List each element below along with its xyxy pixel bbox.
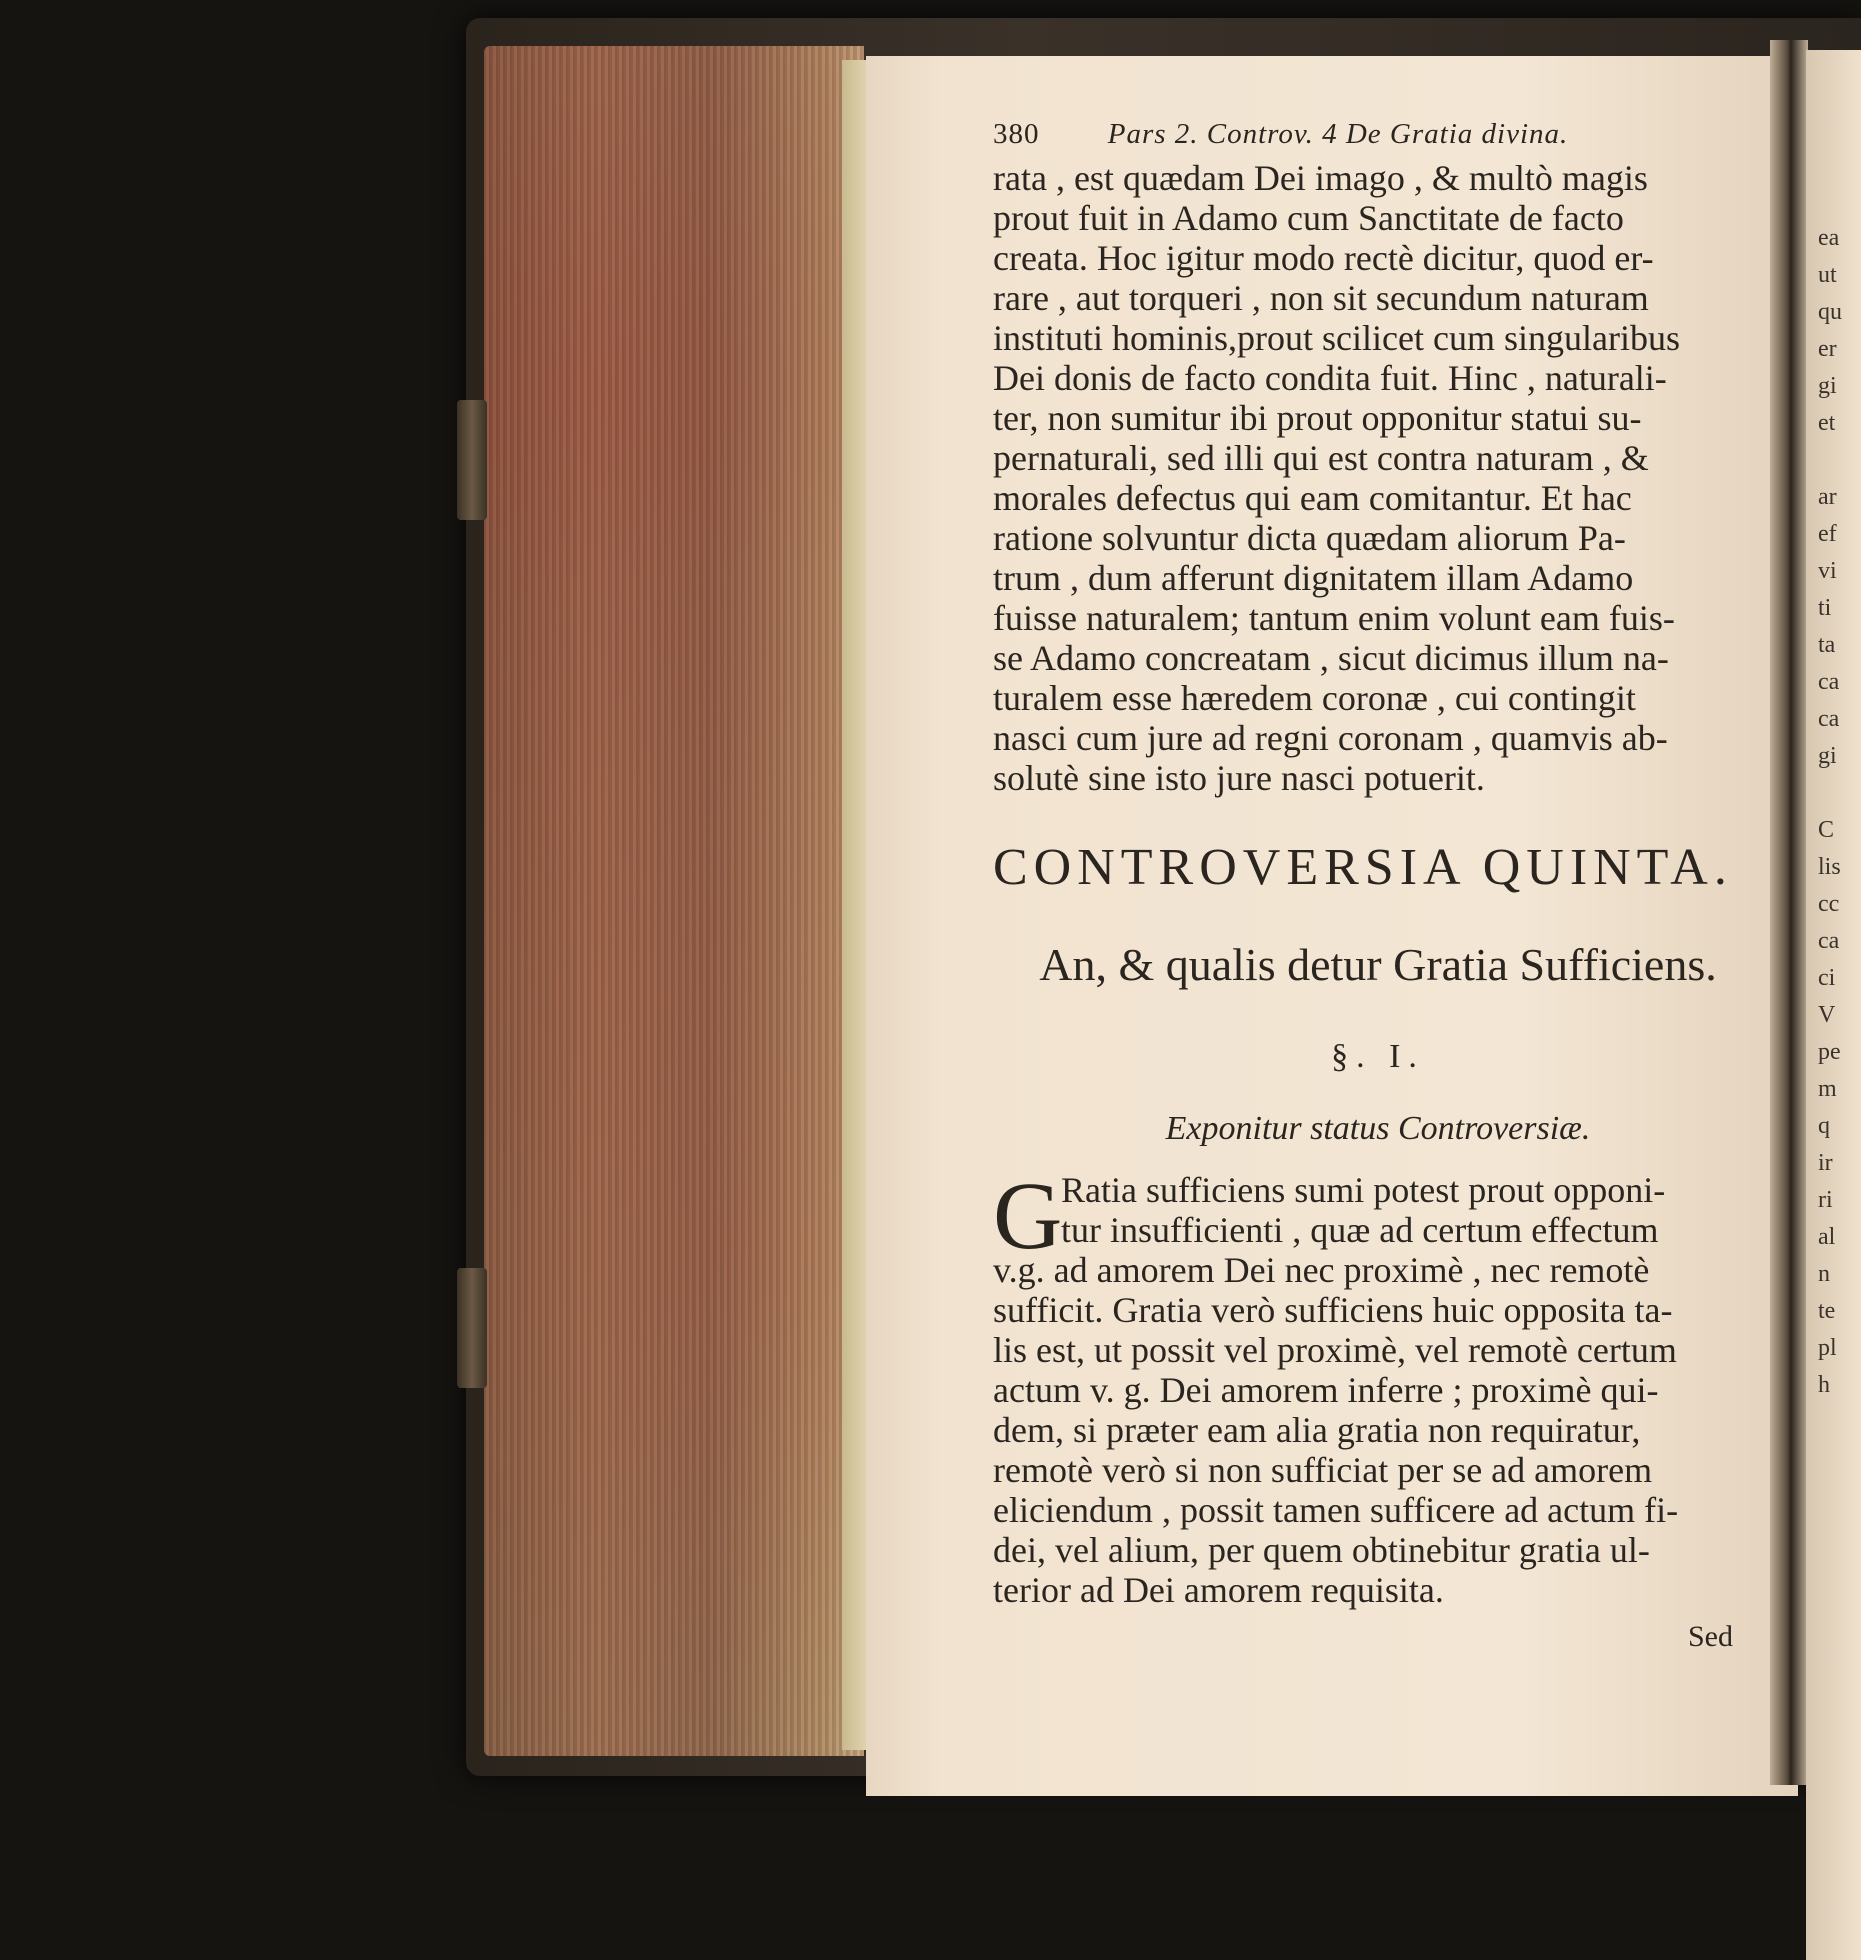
controversy-subtitle: An, & qualis detur Gratia Sufficiens. <box>1039 939 1717 990</box>
text-line: rata , est quædam Dei imago , & multò magis <box>993 158 1648 198</box>
book-gutter <box>1770 40 1808 1785</box>
fragment-line: m <box>1818 1076 1837 1102</box>
fragment-line: vi <box>1818 558 1837 584</box>
text-line: prout fuit in Adamo cum Sanctitate de facto <box>993 198 1624 238</box>
text-line: dem, si præter eam alia gratia non requiratur, <box>993 1410 1641 1450</box>
clasp-hinge-lower <box>457 1268 487 1388</box>
fragment-line: qu <box>1818 299 1842 325</box>
fragment-line: cc <box>1818 891 1840 917</box>
fragment-line <box>1806 775 1861 812</box>
fragment-line: h <box>1818 1372 1830 1398</box>
text-line: Dei donis de facto condita fuit. Hinc , naturali- <box>993 358 1667 398</box>
text-line: solutè sine isto jure nasci potuerit. <box>993 758 1485 798</box>
text-line: fuisse naturalem; tantum enim volunt eam fuis- <box>993 598 1675 638</box>
drop-cap: G <box>993 1162 1063 1269</box>
text-line: sufficit. Gratia verò sufficiens huic opposita ta- <box>993 1290 1673 1330</box>
page-block-edge <box>484 46 864 1756</box>
opening-paragraph <box>993 1162 1763 1610</box>
fragment-line: ca <box>1818 706 1840 732</box>
text-line: instituti hominis,prout scilicet cum singularibus <box>993 318 1680 358</box>
fragment-line: V <box>1818 1002 1836 1028</box>
page-text <box>993 118 1763 1654</box>
catchword: Sed <box>1688 1620 1733 1653</box>
text-line: creata. Hoc igitur modo rectè dicitur, quod er- <box>993 238 1654 278</box>
fragment-line: ca <box>1818 669 1840 695</box>
fragment-line: ut <box>1818 262 1837 288</box>
text-line: ter, non sumitur ibi prout opponitur statui su- <box>993 398 1642 438</box>
text-line: actum v. g. Dei amorem inferre ; proximè qui- <box>993 1370 1659 1410</box>
fragment-line: gi <box>1818 373 1837 399</box>
text-line: terior ad Dei amorem requisita. <box>993 1570 1444 1610</box>
section-title: Exponitur status Controversiæ. <box>1165 1110 1591 1147</box>
running-head <box>993 118 1763 158</box>
clasp-hinge-upper <box>457 400 487 520</box>
fragment-line: lis <box>1818 854 1841 880</box>
text-line: lis est, ut possit vel proximè, vel remotè certum <box>993 1330 1677 1370</box>
fragment-line: ea <box>1818 225 1840 251</box>
text-line: turalem esse hæredem coronæ , cui contingit <box>993 678 1636 718</box>
right-page-fragment <box>1806 50 1861 1960</box>
text-line: eliciendum , possit tamen sufficere ad actum fi- <box>993 1490 1679 1530</box>
fragment-line: ri <box>1818 1187 1833 1213</box>
section-mark: §. I. <box>1331 1038 1425 1075</box>
fragment-line: ca <box>1818 928 1840 954</box>
fragment-line: pl <box>1818 1335 1837 1361</box>
text-line: dei, vel alium, per quem obtinebitur gratia ul- <box>993 1530 1650 1570</box>
text-line: remotè verò si non sufficiat per se ad amorem <box>993 1450 1653 1490</box>
fragment-line: ti <box>1818 595 1832 621</box>
fragment-line: pe <box>1818 1039 1841 1065</box>
text-line: se Adamo concreatam , sicut dicimus illum na- <box>993 638 1669 678</box>
fragment-line: er <box>1818 336 1837 362</box>
running-head-title: Pars 2. Controv. 4 De Gratia divina. <box>1107 118 1569 150</box>
controversy-title: CONTROVERSIA QUINTA. <box>993 839 1733 896</box>
fragment-line: te <box>1818 1298 1836 1324</box>
fragment-line: ci <box>1818 965 1836 991</box>
fragment-line: al <box>1818 1224 1836 1250</box>
fragment-line: ef <box>1818 521 1837 547</box>
text-line: ratione solvuntur dicta quædam aliorum Pa- <box>993 518 1626 558</box>
fragment-line <box>1806 442 1861 479</box>
text-line: v.g. ad amorem Dei nec proximè , nec remotè <box>993 1250 1650 1290</box>
text-line: pernaturali, sed illi qui est contra naturam , & <box>993 438 1649 478</box>
text-line: trum , dum afferunt dignitatem illam Adamo <box>993 558 1634 598</box>
text-line: tur insufficienti , quæ ad certum effectum <box>1061 1210 1659 1250</box>
fragment-line: C <box>1818 817 1835 843</box>
fragment-line: ir <box>1818 1150 1833 1176</box>
fragment-line: ar <box>1818 484 1837 510</box>
text-line: Ratia sufficiens sumi potest prout opponi- <box>1061 1170 1666 1210</box>
fragment-line: ta <box>1818 632 1836 658</box>
text-line: nasci cum jure ad regni coronam , quamvis ab- <box>993 718 1668 758</box>
page-number: 380 <box>993 118 1040 150</box>
text-line: morales defectus qui eam comitantur. Et hac <box>993 478 1632 518</box>
fragment-line: gi <box>1818 743 1837 769</box>
fragment-line: n <box>1818 1261 1830 1287</box>
body-text <box>993 158 1763 798</box>
text-line: rare , aut torqueri , non sit secundum naturam <box>993 278 1649 318</box>
fragment-line: et <box>1818 410 1836 436</box>
fragment-line: q <box>1818 1113 1830 1139</box>
